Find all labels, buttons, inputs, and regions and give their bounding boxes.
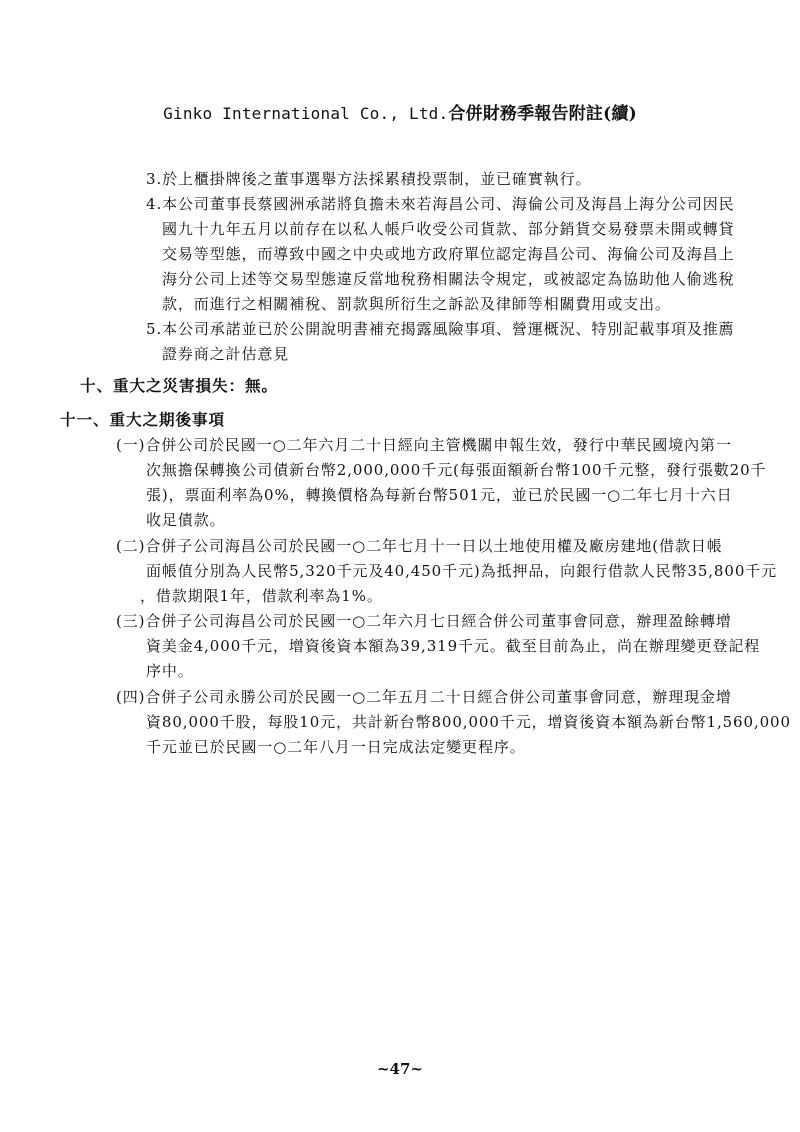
commitment-item-4-line: 款，而進行之相關補稅、罰款與所衍生之訴訟及律師等相關費用或支出。 <box>162 295 671 313</box>
subsequent-event-2-line: 面帳值分別為人民幣5,320千元及40,450千元)為抵押品，向銀行借款人民幣35,800千元 <box>146 562 778 580</box>
subsequent-event-1-line: 次無擔保轉換公司債新台幣2,000,000千元(每張面額新台幣100千元整，發行張數20千 <box>146 461 767 479</box>
subsequent-event-3-line: (三)合併子公司海昌公司於民國一○二年六月七日經合併公司董事會同意，辦理盈餘轉增 <box>116 612 732 630</box>
report-title: 合併財務季報告附註(續) <box>448 104 637 124</box>
commitment-item-5-line: 5.本公司承諾並已於公開說明書補充揭露風險事項、營運概況、特別記載事項及推薦 <box>146 320 735 338</box>
commitment-item-4-line: 交易等型態，而導致中國之中央或地方政府單位認定海昌公司、海倫公司及海昌上 <box>162 245 735 263</box>
subsequent-event-3-line: 序中。 <box>146 662 194 680</box>
page-header <box>0 99 800 124</box>
subsequent-event-1-line: 收足債款。 <box>146 511 226 529</box>
subsequent-event-3-line: 資美金4,000千元，增資後資本額為39,319千元。截至目前為止，尚在辦理變更登記程 <box>146 637 761 655</box>
subsequent-event-4-line: 千元並已於民國一○二年八月一日完成法定變更程序。 <box>146 738 526 756</box>
subsequent-event-1-line: (一)合併公司於民國一○二年六月二十日經向主管機關申報生效，發行中華民國境內第一 <box>116 436 732 454</box>
page-number: ~47~ <box>376 1060 423 1078</box>
company-name: Ginko International Co., Ltd. <box>163 104 449 123</box>
subsequent-event-4-line: 資80,000千股，每股10元，共計新台幣800,000千元，增資後資本額為新台幣1,560,000 <box>146 713 791 731</box>
commitment-item-4-line: 國九十九年五月以前存在以私人帳戶收受公司貨款、部分銷貨交易發票未開或轉貸 <box>162 220 735 238</box>
subsequent-event-2-line: (二)合併子公司海昌公司於民國一○二年七月十一日以土地使用權及廠房建地(借款日帳 <box>116 537 723 555</box>
subsequent-event-2-line: ，借款期限1年，借款利率為1%。 <box>140 587 383 605</box>
subsequent-event-4-line: (四)合併子公司永勝公司於民國一○二年五月二十日經合併公司董事會同意，辦理現金增 <box>116 688 732 706</box>
commitment-item-5-line: 證券商之計估意見 <box>162 345 290 363</box>
commitment-item-4-line: 海分公司上述等交易型態違反當地稅務相關法令規定，或被認定為協助他人偷逃稅 <box>162 270 735 288</box>
commitment-item-4-line: 4.本公司董事長蔡國洲承諾將負擔未來若海昌公司、海倫公司及海昌上海分公司因民 <box>146 195 735 213</box>
subsequent-event-1-line: 張)，票面利率為0%，轉換價格為每新台幣501元，並已於民國一○二年七月十六日 <box>146 486 733 504</box>
section-11-heading: 十一、重大之期後事項 <box>60 410 226 429</box>
section-10-heading: 十、重大之災害損失：無。 <box>80 376 279 395</box>
commitment-item-3: 3.於上櫃掛牌後之董事選舉方法採累積投票制，並已確實執行。 <box>146 170 592 188</box>
